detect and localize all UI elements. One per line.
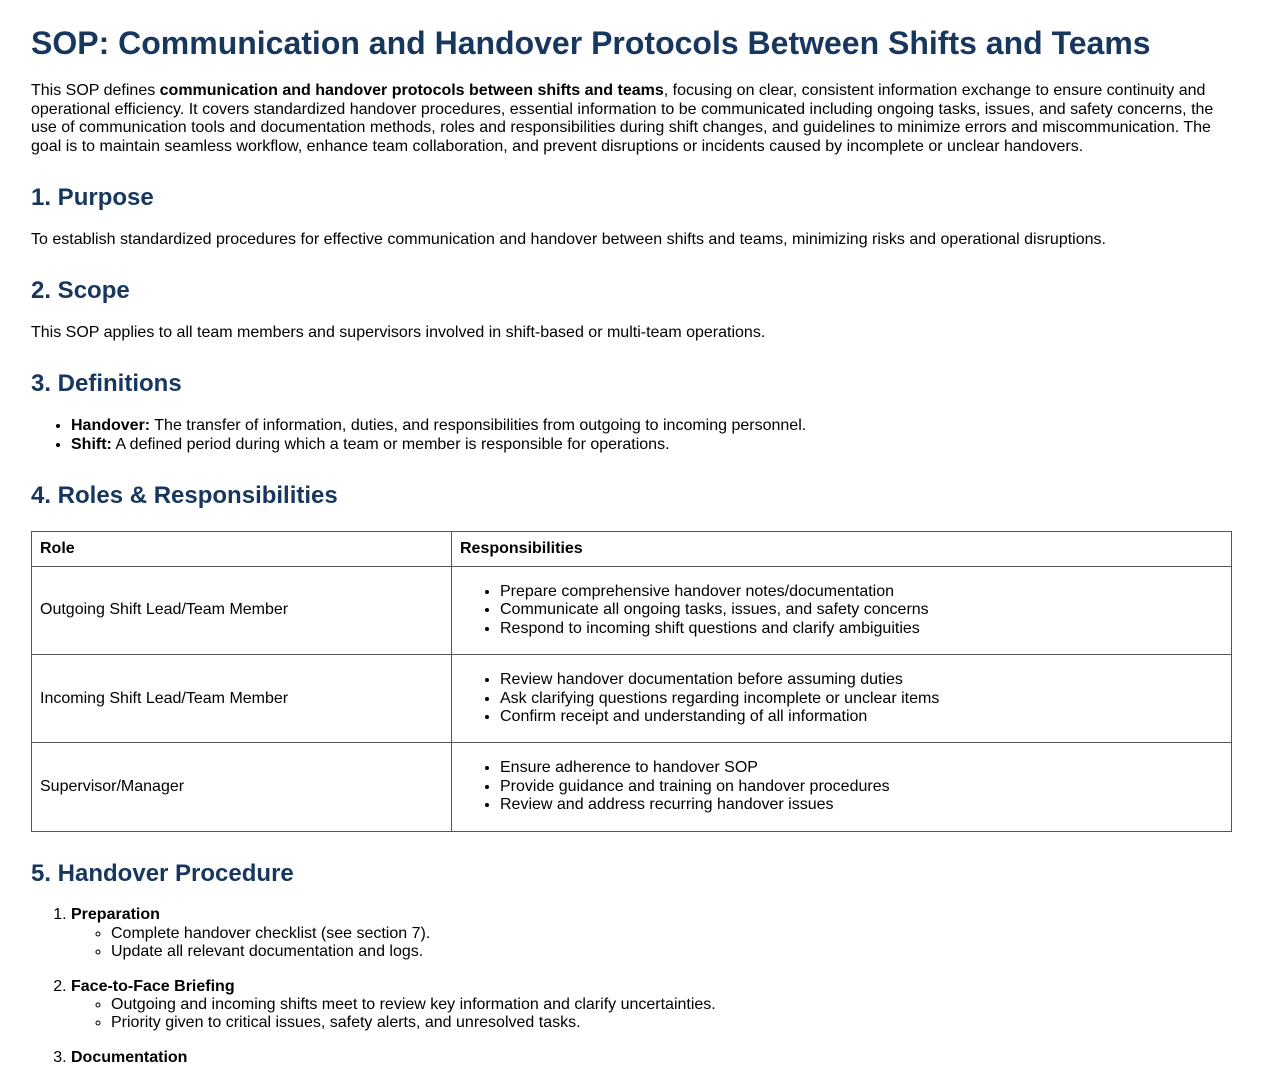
definition-item [71,436,1232,454]
responsibility-item: • Respond to incoming shift questions and clarify ambiguities [500,620,1223,638]
sop-document [31,24,1232,1067]
responsibility-item: • Confirm receipt and understanding of all information [500,708,1223,726]
procedure-step [71,906,1232,961]
section-heading-roles: 4. Roles & Responsibilities [31,481,338,509]
responsibilities-list [460,759,1223,814]
intro-text-bold: communication and handover protocols between shifts and teams [159,82,664,100]
section-heading-definitions: 3. Definitions [31,370,182,398]
procedure-step-label: Documentation [71,1048,188,1066]
procedure-substep: ◦ Outgoing and incoming shifts meet to review key information and clarify uncertainties. [111,996,1232,1014]
purpose-paragraph: To establish standardized procedures for effective communication and handover between shifts and teams, minimizing risks and operational disruptions. [31,230,1106,248]
table-row [32,743,1232,831]
role-cell: Outgoing Shift Lead/Team Member [32,567,452,655]
section-heading-purpose: 1. Purpose [31,183,154,211]
section-heading-procedure: 5. Handover Procedure [31,859,294,887]
table-row [32,567,1232,655]
definition-term: Shift: [71,435,112,453]
procedure-substep: ◦ Priority given to critical issues, safety alerts, and unresolved tasks. [111,1014,1232,1032]
responsibilities-cell [452,567,1232,655]
role-cell: Incoming Shift Lead/Team Member [32,655,452,743]
definition-item [71,417,1232,435]
procedure-step-label: Face-to-Face Briefing [71,977,235,995]
responsibility-item: • Prepare comprehensive handover notes/documentation [500,583,1223,601]
table-header-row [32,531,1232,566]
procedure-substeps [71,996,1232,1033]
definitions-list [31,417,1232,454]
definition-text: The transfer of information, duties, and responsibilities from outgoing to incoming personnel. [150,417,807,435]
responsibilities-list [460,583,1223,638]
responsibility-item: • Ask clarifying questions regarding incomplete or unclear items [500,690,1223,708]
column-header-responsibilities: Responsibilities [452,531,1232,566]
role-cell: Supervisor/Manager [32,743,452,831]
column-header-role: Role [32,531,452,566]
roles-responsibilities-table [31,531,1232,832]
procedure-step [71,978,1232,1033]
responsibility-item: • Provide guidance and training on handover procedures [500,778,1223,796]
scope-paragraph: This SOP applies to all team members and supervisors involved in shift-based or multi-team operations. [31,323,766,341]
intro-paragraph [31,82,1232,156]
procedure-substeps [71,925,1232,962]
definition-text: A defined period during which a team or member is responsible for operations. [111,435,670,453]
procedure-list [31,906,1232,1067]
procedure-step [71,1049,1232,1067]
procedure-substep: ◦ Complete handover checklist (see section 7). [111,925,1232,943]
responsibility-item: • Ensure adherence to handover SOP [500,759,1223,777]
responsibility-item: • Review and address recurring handover issues [500,796,1223,814]
procedure-step-label: Preparation [71,906,160,924]
responsibilities-cell [452,743,1232,831]
section-heading-scope: 2. Scope [31,277,130,305]
responsibilities-cell [452,655,1232,743]
table-row [32,655,1232,743]
definition-term: Handover: [71,417,151,435]
procedure-substep: ◦ Update all relevant documentation and logs. [111,943,1232,961]
responsibility-item: • Communicate all ongoing tasks, issues, and safety concerns [500,601,1223,619]
intro-text-pre: This SOP defines [31,82,160,100]
intro-text-rest: , focusing on clear, consistent information exchange to ensure continuity and operational efficiency. It covers standardized handover procedures, essential information to be communicated including ongoing tasks, issues, and safety concerns, the use of communication tools and documentation methods, roles and responsibilities during shift changes, and guidelines to minimize errors and miscommunication. The goal is to maintain seamless workflow, enhance team collaboration, and prevent disruptions or incidents caused by incomplete or unclear handovers. [31,82,1214,155]
responsibility-item: • Review handover documentation before assuming duties [500,671,1223,689]
responsibilities-list [460,671,1223,726]
page-title: SOP: Communication and Handover Protocols Between Shifts and Teams [31,25,1151,61]
